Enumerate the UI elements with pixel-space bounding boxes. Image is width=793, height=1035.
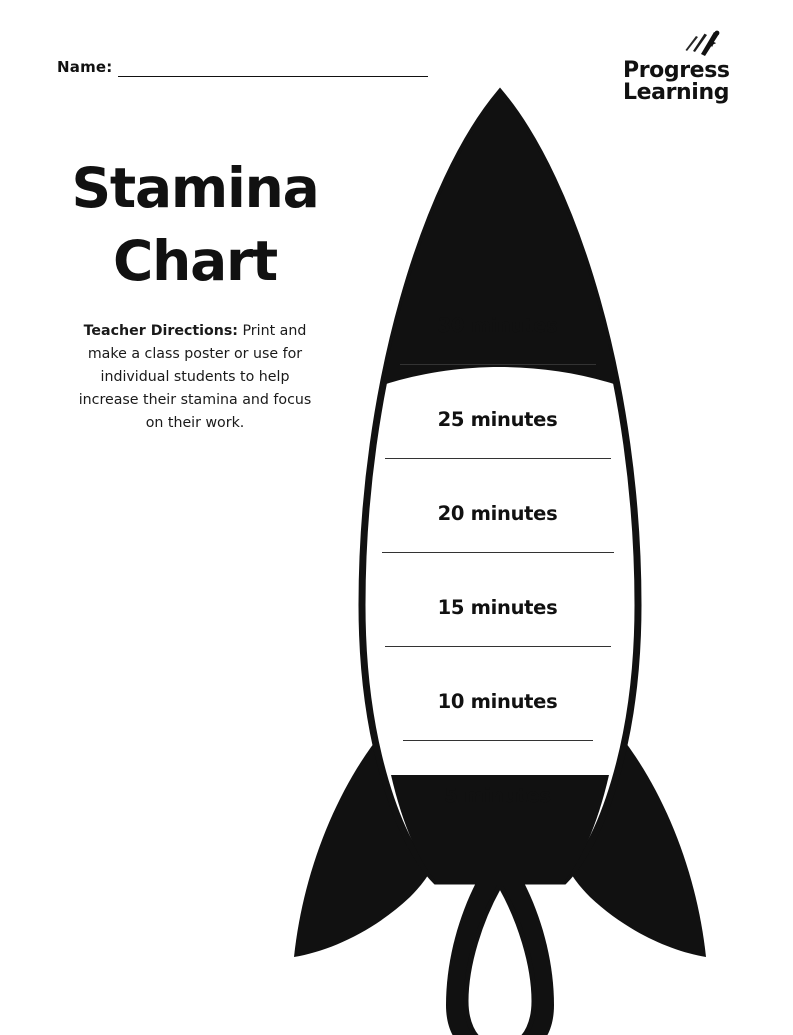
- level-row: [380, 408, 615, 431]
- level-divider: [380, 740, 615, 741]
- level-label: 25 minutes: [437, 408, 558, 431]
- level-divider: [380, 458, 615, 459]
- name-row: [57, 60, 428, 77]
- shooting-star-icon: [623, 30, 743, 60]
- stamina-levels: [380, 300, 615, 830]
- level-row: [380, 596, 615, 619]
- level-divider: [380, 364, 615, 365]
- logo-text-line2: Learning: [623, 80, 730, 106]
- level-row: [380, 502, 615, 525]
- level-label: 30 minutes: [437, 314, 558, 337]
- logo-text-line1: Progress: [623, 58, 730, 83]
- teacher-directions-text: Print and make a class poster or use for individual students to help increase their stamina and focus on their work.: [78, 323, 312, 431]
- teacher-directions-label: Teacher Directions:: [83, 323, 238, 339]
- name-label: Name:: [57, 58, 113, 76]
- name-input-line[interactable]: [118, 60, 428, 77]
- level-divider: [380, 552, 615, 553]
- level-label: 10 minutes: [437, 690, 558, 713]
- level-row: [380, 690, 615, 713]
- level-row: [380, 784, 615, 807]
- level-label: 15 minutes: [437, 596, 558, 619]
- level-row: [380, 314, 615, 337]
- level-label: 5 minutes: [444, 784, 551, 807]
- level-label: 20 minutes: [437, 502, 558, 525]
- page-title-line2: Chart: [112, 228, 278, 293]
- page-title-line1: Stamina: [71, 156, 319, 220]
- level-divider: [380, 646, 615, 647]
